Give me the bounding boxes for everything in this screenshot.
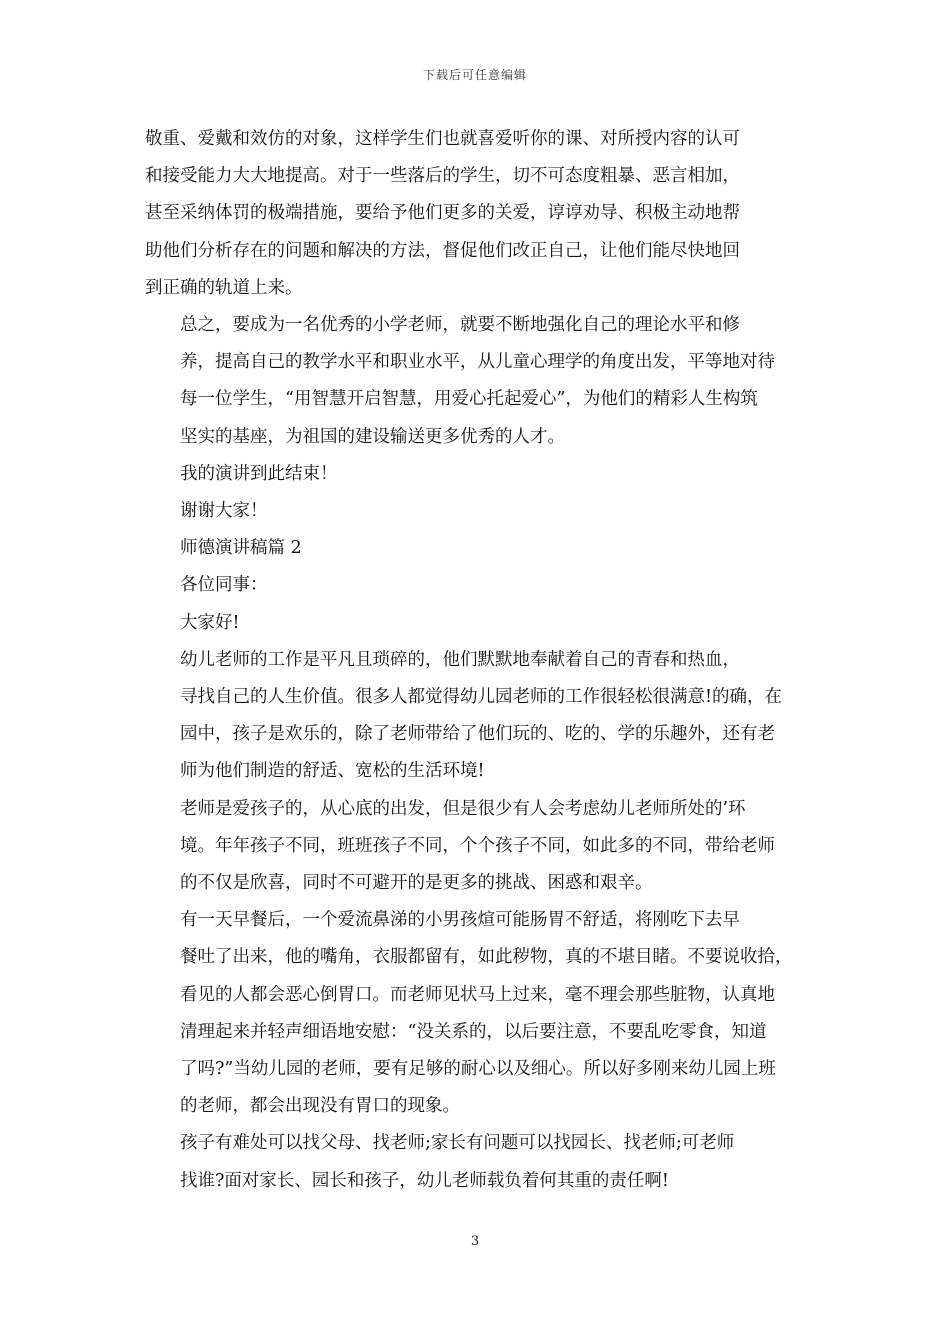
- paragraph: [145, 493, 809, 530]
- text-line: 到正确的轨道上来。: [145, 277, 303, 298]
- paragraph: [145, 1125, 809, 1199]
- text-line: 师为他们制造的舒适、宽松的生活环境!: [180, 761, 485, 782]
- text-line: 谢谢大家！: [180, 501, 268, 522]
- text-line: 了吗?”当幼儿园的老师，要有足够的耐心以及细心。所以好多刚来幼儿园上班: [180, 1059, 776, 1080]
- text-line: 寻找自己的人生价值。很多人都觉得幼儿园老师的工作很轻松很满意!的确，在: [180, 687, 783, 708]
- paragraph: [145, 902, 809, 1125]
- text-line: 大家好!: [180, 612, 240, 633]
- text-line: 甚至采纳体罚的极端措施，要给予他们更多的关爱，谆谆劝导、积极主动地帮: [145, 203, 740, 224]
- page-number: 3: [470, 1234, 480, 1249]
- text-line: 园中，孩子是欢乐的，除了老师带给了他们玩的、吃的、学的乐趣外，还有老: [180, 724, 775, 745]
- text-line: 养，提高自己的教学水平和职业水平，从儿童心理学的角度出发，平等地对待: [180, 352, 775, 373]
- text-line: 的老师，都会出现没有胃口的现象。: [180, 1096, 460, 1117]
- text-line: 有一天早餐后，一个爱流鼻涕的小男孩煊可能肠胃不舒适，将刚吃下去早: [180, 910, 740, 931]
- paragraph: [145, 791, 809, 903]
- text-line: 的不仅是欣喜，同时不可避开的是更多的挑战、困惑和艰辛。: [180, 873, 653, 894]
- text-line: 清理起来并轻声细语地安慰：“没关系的，以后要注意，不要乱吃零食，知道: [180, 1021, 767, 1042]
- paragraph: [145, 456, 809, 493]
- text-line: 每一位学生，“用智慧开启智慧，用爱心托起爱心”，为他们的精彩人生构筑: [180, 389, 758, 410]
- text-line: 找谁?面对家长、园长和孩子，幼儿老师载负着何其重的责任啊!: [180, 1170, 669, 1191]
- text-line: 孩子有难处可以找父母、找老师;家长有问题可以找园长、找老师;可老师: [180, 1133, 735, 1154]
- text-line: 坚实的基座，为祖国的建设输送更多优秀的人才。: [180, 426, 565, 447]
- text-line: 看见的人都会恶心倒胃口。而老师见状马上过来，毫不理会那些脏物，认真地: [180, 984, 775, 1005]
- text-line: 师德演讲稿篇 2: [180, 538, 302, 559]
- paragraph: [145, 567, 809, 604]
- text-line: 敬重、爱戴和效仿的对象，这样学生们也就喜爱听你的课、对所授内容的认可: [145, 129, 740, 149]
- paragraph: [145, 605, 809, 642]
- text-line: 我的演讲到此结束！: [180, 463, 338, 484]
- page-header: 下载后可任意编辑: [422, 68, 527, 82]
- paragraph: [145, 307, 809, 456]
- text-line: 境。年年孩子不同，班班孩子不同，个个孩子不同，如此多的不同，带给老师: [180, 835, 775, 856]
- text-line: 餐吐了出来，他的嘴角，衣服都留有，如此秽物，真的不堪目睹。不要说收拾，: [180, 947, 793, 968]
- text-line: 助他们分析存在的问题和解决的方法，督促他们改正自己，让他们能尽快地回: [145, 240, 740, 261]
- text-line: 各位同事：: [180, 575, 268, 596]
- paragraph: [145, 530, 809, 567]
- paragraph: [145, 121, 809, 307]
- text-line: 幼儿老师的工作是平凡且琐碎的，他们默默地奉献着自己的青春和热血，: [180, 649, 740, 670]
- text-line: 老师是爱孩子的，从心底的出发，但是很少有人会考虑幼儿老师所处的’环: [180, 798, 746, 819]
- paragraph: [145, 642, 809, 791]
- document-body: [145, 121, 809, 1200]
- text-line: 和接受能力大大地提高。对于一些落后的学生，切不可态度粗暴、恶言相加，: [145, 166, 740, 187]
- text-line: 总之，要成为一名优秀的小学老师，就要不断地强化自己的理论水平和修: [180, 315, 740, 336]
